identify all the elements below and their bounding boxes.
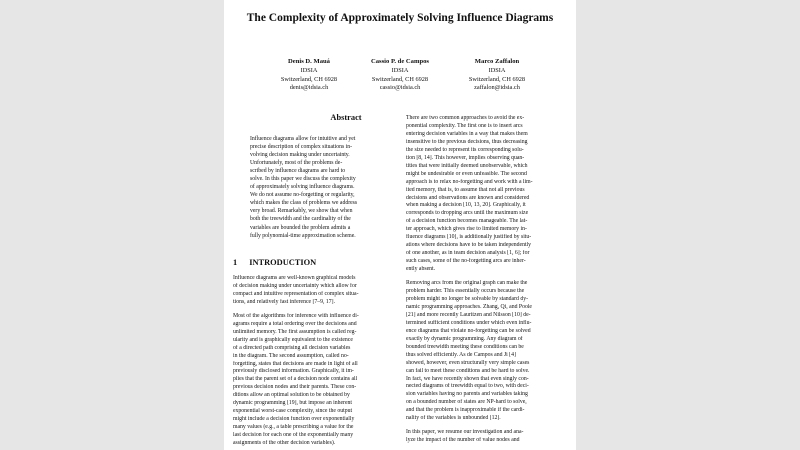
text-line: such cases, some of the no-forgetting arcs are inher- — [406, 258, 526, 265]
text-line: many values (e.g., a table prescribing a value for the — [233, 424, 354, 431]
author-org: IDSIA — [488, 66, 506, 74]
text-line: exactly by dynamic programming. Any diagram of — [406, 335, 523, 342]
text-line: namic programming approaches. Zhang, Qi, and Poole — [406, 303, 532, 310]
text-line: lyze the impact of the number of value nodes and — [406, 437, 520, 444]
section-title: INTRODUCTION — [249, 258, 317, 267]
text-line: exponential worst-case complexity, since the output — [233, 408, 353, 415]
text-line: of one another, as in team decision analysis [1, 6]; for — [406, 250, 530, 257]
text-line: previously disclosed information. Graphically, it im- — [233, 368, 354, 375]
text-line: assignments of the other decision variables). — [233, 440, 336, 447]
text-line: insensitive to the previous decisions, thus decreasing — [406, 138, 528, 145]
author-email: cassio@idsia.ch — [379, 84, 421, 92]
text-line: the size needed to represent its corresponding solu- — [406, 146, 524, 153]
text-line: which makes the class of problems we address — [250, 200, 358, 207]
text-line: nected diagrams of treewidth equal to two, with deci- — [406, 383, 529, 390]
text-line: forgetting, states that decisions are made in light of all — [233, 360, 358, 367]
text-line: might include a decision function over exponentially — [233, 416, 355, 423]
abstract-body — [250, 135, 386, 240]
left-column — [233, 275, 393, 450]
text-line: tions, and relatively fast inference [7–9, 17]. — [233, 298, 336, 305]
text-line: corresponds to dropping arcs until the maximum size — [406, 210, 529, 217]
text-line: solve. In this paper we discuss the complexity — [250, 176, 356, 183]
text-line: tities that were initially deemed unobservable, which — [406, 162, 528, 169]
text-line: problem might no longer be solvable by standard dy- — [406, 295, 529, 302]
text-line: We do not assume no-forgetting or regularity, — [250, 192, 355, 199]
author-org: IDSIA — [391, 66, 409, 74]
text-line: of approximately solving influence diagrams. — [250, 184, 355, 191]
author-name: Cassio P. de Campos — [370, 58, 429, 65]
text-line: problem harder. This essentially occurs because the — [406, 288, 525, 295]
text-line: very broad. Remarkably, we show that when — [250, 208, 353, 215]
paper-title: The Complexity of Approximately Solving Influence Diagrams — [246, 12, 554, 24]
paragraph — [233, 313, 393, 448]
text-line: decisions and observations are known and considered — [406, 194, 530, 201]
text-line: variables are bounded the problem admits a — [250, 224, 351, 231]
abstract-heading: Abstract — [330, 113, 362, 122]
text-line: Influence diagrams allow for intuitive and yet — [250, 136, 356, 142]
paragraph — [406, 429, 566, 445]
author-place: Switzerland, CH 6928 — [280, 75, 338, 83]
author-email: denis@idsia.ch — [289, 84, 329, 92]
text-line: ponential complexity. The first one is to insert arcs — [406, 122, 523, 129]
text-line: in the diagram. The second assumption, called no- — [233, 352, 349, 359]
text-line: In fact, we have recently shown that even singly con- — [406, 375, 529, 382]
text-line: fully polynomial-time approximation scheme. — [250, 232, 356, 239]
text-line: plies that the parent set of a decision node contains all — [233, 376, 358, 383]
text-line: ence diagrams that violate no-forgetting can be solved — [406, 327, 531, 334]
text-line: showed, however, even structurally very simple cases — [406, 359, 530, 366]
text-line: precise description of complex situations in- — [250, 144, 353, 151]
text-line: Unfortunately, most of the problems de- — [250, 160, 343, 167]
text-line: on a bounded number of states are NP-hard to solve, — [406, 399, 527, 406]
author-place: Switzerland, CH 6928 — [468, 75, 526, 83]
paper-page — [224, 0, 576, 450]
author-place: Switzerland, CH 6928 — [371, 75, 429, 83]
paragraph — [406, 115, 566, 274]
text-line: previous decision nodes and their parents. These con- — [233, 384, 357, 391]
text-line: termined sufficient conditions under which even influ- — [406, 319, 532, 326]
text-line: [21] and more recently Lauritzen and Nilsson [10] de- — [406, 311, 531, 318]
text-line: ter approach, which gives rise to limited memory in- — [406, 226, 527, 233]
text-line: nality of the variables is unbounded [12]. — [406, 415, 501, 422]
text-line: scribed by influence diagrams are hard to — [250, 168, 346, 175]
text-line: when making a decision [10, 13, 20]. Graphically, it — [406, 202, 526, 209]
paragraph — [233, 275, 393, 307]
text-line: thus solved efficiently. As de Campos and Ji [4] — [406, 351, 516, 358]
text-line: There are two common approaches to avoid the ex- — [406, 115, 525, 121]
text-line: In this paper, we resume our investigation and ana- — [406, 429, 524, 436]
author-name: Denis D. Mauá — [288, 58, 330, 65]
text-line: ations where decisions have to be taken independently — [406, 242, 532, 249]
text-line: sion variables having no parents and variables taking — [406, 391, 528, 398]
section-heading — [233, 258, 328, 267]
text-line: tion [8, 14]. This however, implies observing quan- — [406, 154, 525, 161]
text-line: ently absent. — [406, 266, 436, 273]
text-line: ited memory, that is, to assume that not all previous — [406, 186, 525, 193]
text-line: might be undesirable or even unfeasible. The second — [406, 170, 527, 177]
text-line: volving decision making under uncertainty. — [250, 152, 350, 159]
text-line: of a decision function becomes manageable. The lat- — [406, 218, 528, 225]
text-line: of decision making under uncertainty which allow for — [233, 282, 357, 289]
text-line: approach is to relax no-forgetting and work with a lim- — [406, 178, 533, 185]
text-line: Influence diagrams are well-known graphical models — [233, 275, 356, 281]
text-line: of a directed path comprising all decision variables — [233, 344, 351, 351]
text-line: fluence diagrams [10], is additionally justified by situ- — [406, 234, 532, 241]
text-line: dynamic programming [19], but impose an inherent — [233, 400, 352, 407]
text-line: and that the problem is inapproximable if the cardi- — [406, 407, 525, 414]
text-line: can fail to meet these conditions and be hard to solve. — [406, 367, 530, 374]
author-email: zaffalon@idsia.ch — [474, 84, 520, 92]
author-block — [442, 58, 552, 93]
text-line: entering decision variables in a way that makes them — [406, 130, 528, 137]
text-line: bounded treewidth meeting these conditions can be — [406, 343, 524, 350]
section-number: 1 — [233, 258, 238, 267]
text-line: ularity and is graphically equivalent to the existence — [233, 336, 353, 343]
text-line: unlimited memory. The first assumption is called reg- — [233, 328, 357, 335]
author-org: IDSIA — [300, 66, 318, 74]
author-block — [345, 58, 455, 93]
text-line: Removing arcs from the original graph can make the — [406, 280, 528, 287]
text-line: ditions allow an optimal solution to be obtained by — [233, 392, 350, 399]
author-name: Marco Zaffalon — [474, 58, 520, 65]
text-line: Most of the algorithms for inference with influence di- — [233, 312, 359, 319]
text-line: agrams require a total ordering over the decisions and — [233, 320, 357, 327]
text-line: last decision for each one of the exponentially many — [233, 432, 354, 439]
text-line: compact and intuitive representation of complex situa- — [233, 290, 359, 297]
right-column — [406, 115, 566, 450]
text-line: both the treewidth and the cardinality of the — [250, 216, 351, 223]
paragraph — [406, 280, 566, 423]
